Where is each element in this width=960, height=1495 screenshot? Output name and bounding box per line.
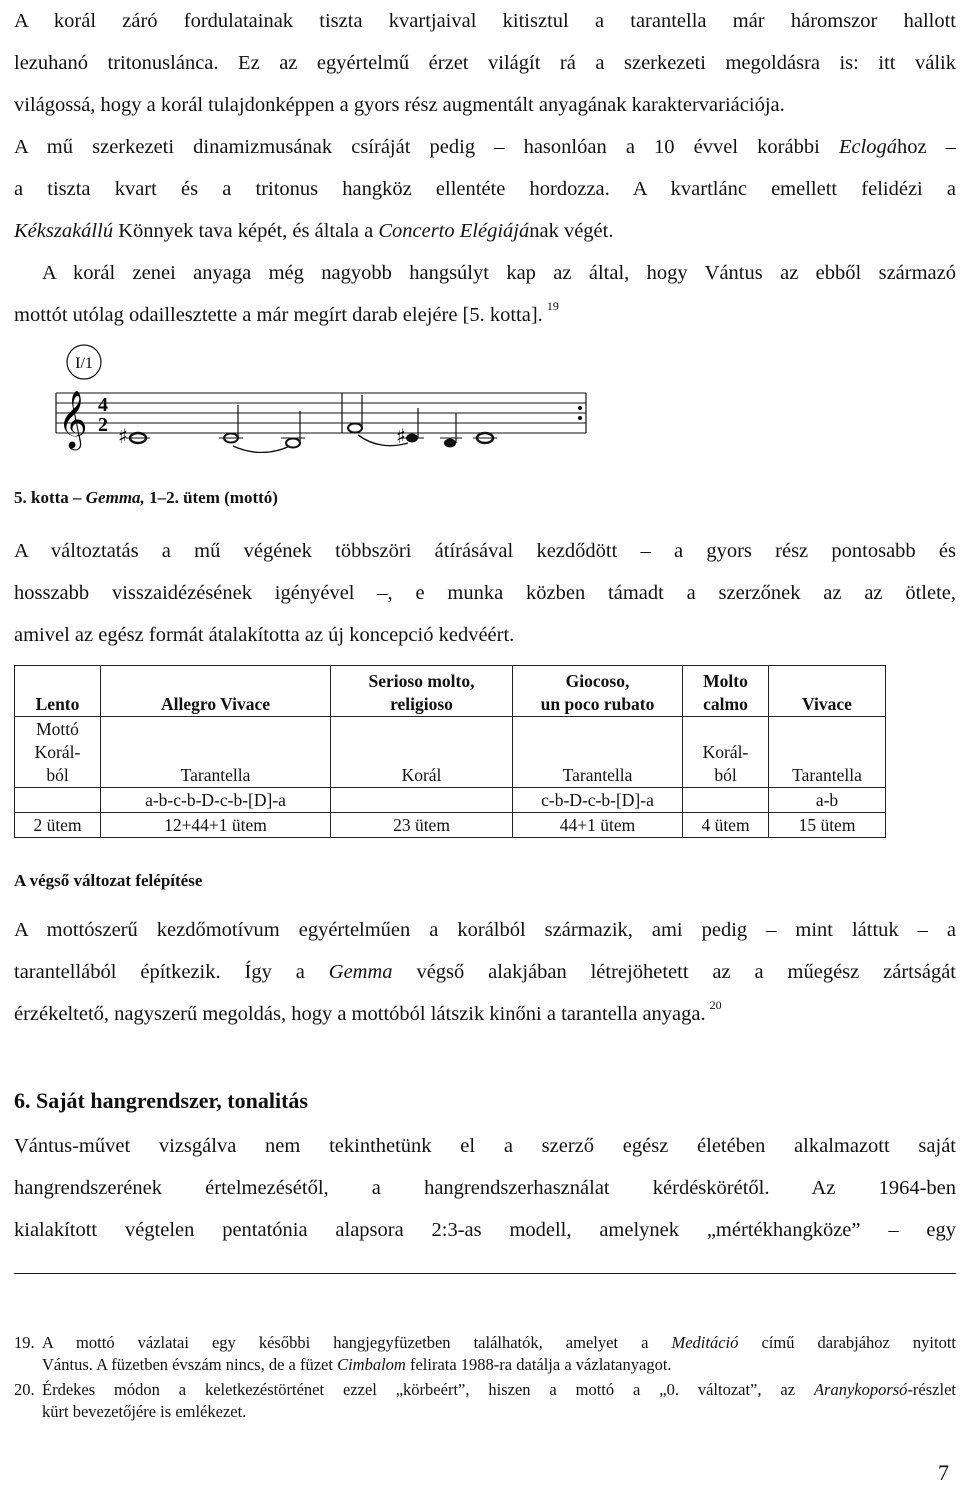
sharp-icon: ♯ [118,424,128,448]
table-cell: 44+1 ütem [513,813,683,838]
section-heading: 6. Saját hangrendszer, tonalitás [14,1088,308,1113]
rehearsal-mark-label: I/1 [75,355,93,372]
table-cell [15,788,101,813]
text-line: A mű szerkezeti dinamizmusának csíráját pedig – hasonlóan a 10 évvel korábbi Eclogához – [14,136,956,158]
paragraph-4 [14,909,956,1035]
table-cell: a-b [769,788,886,813]
table-header-cell: Lento [15,666,101,717]
paragraph-5 [14,1125,956,1251]
treble-clef-icon: 𝄞 [58,390,88,448]
text-line: érzékeltető, nagyszerű megoldás, hogy a mottóból látszik kinőni a tarantella anyaga. $^{20}$ [14,998,722,1025]
footnote-separator [14,1273,956,1274]
paragraph-2 [14,252,956,336]
text-line: amivel az egész formát átalakította az új koncepció kedvéért. [14,624,515,646]
table-row [15,717,886,788]
page-number: 7 [938,1460,949,1485]
time-signature-top: 4 [98,394,108,416]
table-cell: Korál- ból [683,717,769,788]
paragraph-1 [14,0,956,252]
table-cell [683,788,769,813]
table-cell: 4 ütem [683,813,769,838]
footnote-number: 19. [14,1333,35,1352]
time-signature-bottom: 2 [98,414,108,436]
quarter-note [444,439,456,448]
text-line: kialakított végtelen pentatónia alapsora 2:3-as modell, amelynek „mértékhangköze” – egy [14,1219,956,1241]
table-cell [331,788,513,813]
table-caption: A végső változat felépítése [14,871,203,890]
music-score [50,343,590,453]
table-cell: a-b-c-b-D-c-b-[D]-a [101,788,331,813]
footnote-20 [14,1379,956,1423]
footnote-line: 20. Érdekes módon a keletkezéstörténet ezzel „körbeért”, hiszen a mottó a „0. változat”, az Aranykoporsó-részlet [14,1380,956,1399]
footnote-line: 19. A mottó vázlatai egy későbbi hangjegyfüzetben találhatók, amelyet a Meditáció című darabjához nyitott [14,1333,957,1352]
table-header-row [15,666,886,717]
paragraph-3 [14,530,956,656]
table-cell: 15 ütem [769,813,886,838]
repeat-dot [578,406,582,410]
table-cell: c-b-D-c-b-[D]-a [513,788,683,813]
half-note [286,439,300,448]
table-cell: 2 ütem [15,813,101,838]
text-line: A változtatás a mű végének többszöri átírásával kezdődött – a gyors rész pontosabb és [14,540,956,562]
table-cell: Tarantella [769,717,886,788]
sharp-icon: ♯ [396,424,406,448]
text-line: mottót utólag odaillesztette a már megírt darab elejére [5. kotta]. $^{19}$ [14,299,559,326]
table-header-cell: Allegro Vivace [101,666,331,717]
text-line: tarantellából építkezik. Így a Gemma végső alakjában létrejöhetett az a műegész zártságát [14,961,956,983]
text-line: A korál zenei anyaga még nagyobb hangsúlyt kap az által, hogy Vántus az ebből származó [42,262,956,284]
text-line: hosszabb visszaidézésének igényével –, e munka közben támadt a szerzőnek az az ötlete, [14,582,956,604]
footnote-number: 20. [14,1380,35,1399]
tie [233,446,290,453]
table-row [15,813,886,838]
form-structure-table [14,665,886,838]
text-line: A mottószerű kezdőmotívum egyértelműen a korálból származik, ami pedig – mint láttuk – a [14,919,956,941]
table-cell: Tarantella [101,717,331,788]
footnote-19 [14,1332,956,1376]
text-line: A korál záró fordulatainak tiszta kvartjaival kitisztul a tarantella már háromszor hallott [14,10,956,32]
text-line: világossá, hogy a korál tulajdonképpen a gyors rész augmentált anyagának karaktervariációja. [14,94,785,116]
half-note [348,424,362,433]
text-line: lezuhanó tritonuslánca. Ez az egyértelmű érzet világít rá a szerkezeti megoldásra is: itt válik [14,52,956,74]
table-cell: Mottó Korál- ból [15,717,101,788]
footnote-line: Vántus. A füzetben évszám nincs, de a füzet Cimbalom felirata 1988-ra datálja a vázlatanyagot. [42,1355,672,1374]
staff-lines [56,393,586,433]
text-line: Vántus-művet vizsgálva nem tekinthetünk el a szerző egész életében alkalmazott saját [14,1135,956,1157]
table-cell: Korál [331,717,513,788]
footnote-ref[interactable]: 19 [546,299,559,313]
footnote-line: kürt bevezetőjére is emlékezet. [42,1402,247,1421]
table-header-cell: Giocoso, un poco rubato [513,666,683,717]
table-header-cell: Serioso molto, religioso [331,666,513,717]
text-line: hangrendszerének értelmezésétől, a hangrendszerhasználat kérdéskörétől. Az 1964-ben [14,1177,956,1199]
score-caption: 5. kotta – Gemma, 1–2. ütem (mottó) [14,488,278,507]
repeat-dot [578,416,582,420]
table-cell: Tarantella [513,717,683,788]
footnote-ref[interactable]: 20 [709,998,722,1012]
table-header-cell: Vivace [769,666,886,717]
text-line: Kékszakállú Könnyek tava képét, és általa a Concerto Elégiájának végét. [14,220,614,242]
table-row [15,788,886,813]
text-line: a tiszta kvart és a tritonus hangköz ellentéte hordozza. A kvartlánc emellett felidézi a [14,178,956,200]
table-cell: 12+44+1 ütem [101,813,331,838]
table-cell: 23 ütem [331,813,513,838]
table-header-cell: Molto calmo [683,666,769,717]
